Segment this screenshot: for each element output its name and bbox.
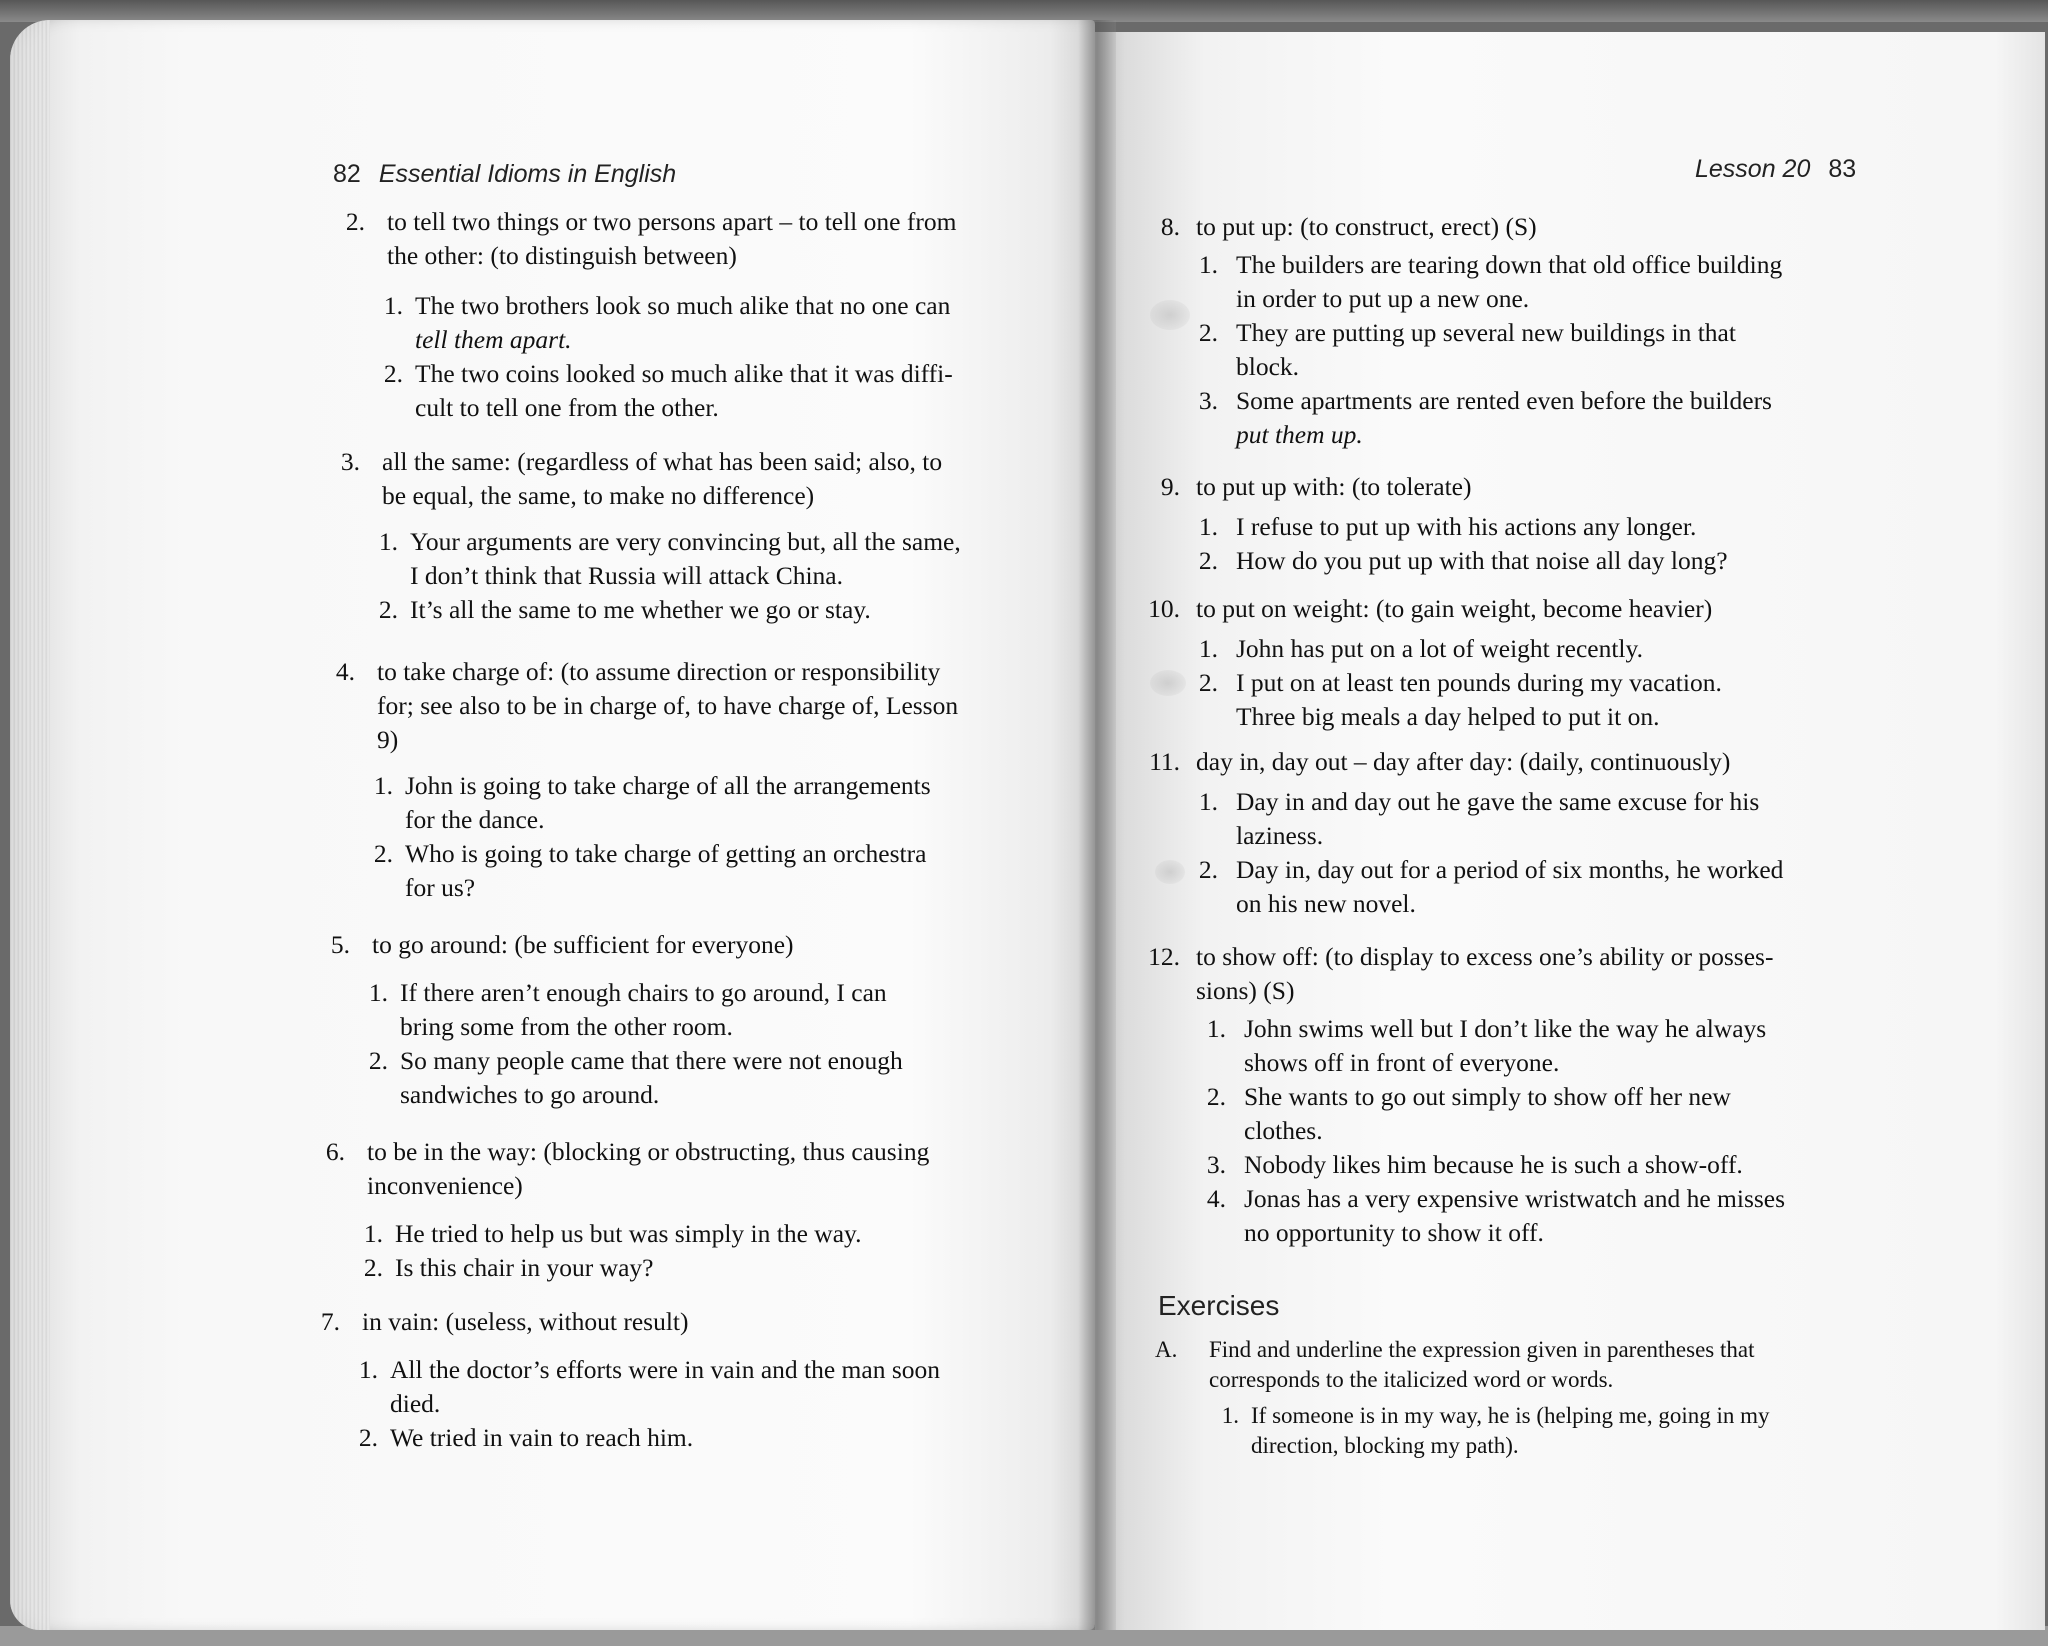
example-line: died. [390, 1389, 441, 1418]
entry-number: 4. [335, 657, 355, 686]
example-number: 2. [1198, 668, 1218, 697]
scan-smudge [1150, 300, 1190, 330]
example-line: It’s all the same to me whether we go or stay. [410, 595, 871, 624]
question-line: If someone is in my way, he is (helping me, going in my [1251, 1403, 1770, 1428]
example-number: 3. [1206, 1150, 1226, 1179]
example-number: 1. [378, 527, 398, 556]
idiom-entry [305, 1135, 1065, 1285]
left-page-header [333, 160, 676, 189]
example-line: She wants to go out simply to show off her new [1244, 1082, 1731, 1111]
page-edges [10, 20, 50, 1630]
idiom-definition-line: be equal, the same, to make no difference) [382, 481, 815, 510]
example-number: 1. [1198, 634, 1218, 663]
example-line: for the dance. [405, 805, 545, 834]
question-number: 1. [1221, 1403, 1239, 1428]
example-line: John is going to take charge of all the arrangements [405, 771, 931, 800]
example-number: 1. [383, 291, 403, 320]
idiom-definition-line: all the same: (regardless of what has been said; also, to [382, 447, 943, 476]
idiom-entry [1140, 745, 1920, 921]
exercises-heading: Exercises [1158, 1290, 1280, 1321]
example-line: sandwiches to go around. [400, 1080, 660, 1109]
example-line: Is this chair in your way? [395, 1253, 654, 1282]
exercise-letter: A. [1155, 1337, 1178, 1362]
idiom-definition-line: sions) (S) [1196, 976, 1295, 1005]
example-number: 3. [1198, 386, 1218, 415]
page-number: 83 [1828, 155, 1857, 183]
example-number: 2. [368, 1046, 388, 1075]
example-number: 2. [358, 1423, 378, 1452]
entry-number: 3. [340, 447, 360, 476]
entry-number: 7. [320, 1307, 340, 1336]
idiom-entry [1140, 940, 1930, 1250]
example-line: John swims well but I don’t like the way he always [1244, 1014, 1767, 1043]
example-line: I refuse to put up with his actions any longer. [1236, 512, 1697, 541]
example-number: 4. [1206, 1184, 1226, 1213]
example-line: block. [1236, 352, 1300, 381]
entry-number: 2. [345, 207, 365, 236]
idiom-definition-line: to be in the way: (blocking or obstructing, thus causing [367, 1137, 930, 1166]
example-line: All the doctor’s efforts were in vain and the man soon [390, 1355, 941, 1384]
idiom-definition-line: to put up with: (to tolerate) [1196, 472, 1472, 501]
idiom-entry [320, 445, 1080, 627]
example-line: tell them apart. [415, 325, 572, 354]
example-line: Who is going to take charge of getting an orchestra [405, 839, 927, 868]
example-line: They are putting up several new buildings in that [1236, 318, 1736, 347]
example-number: 2. [363, 1253, 383, 1282]
example-number: 1. [1198, 250, 1218, 279]
scan-smudge [1155, 860, 1185, 884]
example-line: laziness. [1236, 821, 1324, 850]
example-line: on his new novel. [1236, 889, 1416, 918]
idiom-definition-line: 9) [377, 725, 399, 754]
entry-number: 10. [1148, 594, 1180, 623]
running-title: Essential Idioms in English [378, 160, 677, 188]
example-number: 1. [358, 1355, 378, 1384]
idiom-definition-line: inconvenience) [367, 1171, 523, 1200]
example-number: 2. [378, 595, 398, 624]
example-line: I put on at least ten pounds during my vacation. [1236, 668, 1722, 697]
example-line: Nobody likes him because he is such a show-off. [1244, 1150, 1743, 1179]
idiom-definition-line: to tell two things or two persons apart – to tell one from [387, 207, 957, 236]
right-page-header [1695, 155, 1856, 184]
example-line: The two coins looked so much alike that it was diffi- [415, 359, 953, 388]
idiom-entry [310, 928, 1070, 1112]
example-line: The builders are tearing down that old office building [1236, 250, 1783, 279]
example-number: 2. [373, 839, 393, 868]
entry-number: 12. [1148, 942, 1180, 971]
example-line: John has put on a lot of weight recently. [1236, 634, 1643, 663]
idiom-definition-line: to take charge of: (to assume direction or responsibility [377, 657, 941, 686]
example-number: 1. [1206, 1014, 1226, 1043]
example-line: He tried to help us but was simply in the way. [395, 1219, 862, 1248]
example-line: Your arguments are very convincing but, all the same, [410, 527, 961, 556]
idiom-definition-line: to go around: (be sufficient for everyone) [372, 930, 794, 959]
example-line: for us? [405, 873, 476, 902]
entry-number: 8. [1160, 212, 1180, 241]
example-number: 1. [373, 771, 393, 800]
example-line: I don’t think that Russia will attack China. [410, 561, 843, 590]
idiom-definition-line: the other: (to distinguish between) [387, 241, 737, 270]
example-number: 2. [1198, 855, 1218, 884]
exercise-item [1155, 1335, 1935, 1461]
example-line: How do you put up with that noise all day long? [1236, 546, 1728, 575]
idiom-entry [1140, 470, 1900, 578]
example-number: 1. [1198, 512, 1218, 541]
example-line: Day in, day out for a period of six months, he worked [1236, 855, 1784, 884]
example-number: 2. [383, 359, 403, 388]
example-line: The two brothers look so much alike that no one can [415, 291, 951, 320]
example-line: clothes. [1244, 1116, 1323, 1145]
exercise-instruction-line: corresponds to the italicized word or words. [1209, 1367, 1614, 1392]
example-number: 2. [1198, 318, 1218, 347]
page-number: 82 [333, 160, 361, 188]
idiom-definition-line: to put up: (to construct, erect) (S) [1196, 212, 1537, 241]
example-line: bring some from the other room. [400, 1012, 733, 1041]
example-line: Three big meals a day helped to put it on. [1236, 702, 1660, 731]
idiom-entry [315, 655, 1075, 905]
example-number: 2. [1198, 546, 1218, 575]
idiom-definition-line: day in, day out – day after day: (daily, continuously) [1196, 747, 1731, 776]
exercise-instruction-line: Find and underline the expression given in parentheses that [1209, 1337, 1755, 1362]
example-line: in order to put up a new one. [1236, 284, 1530, 313]
example-number: 1. [1198, 787, 1218, 816]
idiom-definition-line: for; see also to be in charge of, to have charge of, Lesson [377, 691, 959, 720]
idiom-definition-line: in vain: (useless, without result) [362, 1307, 689, 1336]
scan-smudge [1150, 670, 1186, 696]
example-number: 2. [1206, 1082, 1226, 1111]
entry-number: 5. [330, 930, 350, 959]
example-line: Jonas has a very expensive wristwatch and he misses [1244, 1184, 1786, 1213]
scan-background-top [0, 0, 2048, 22]
idiom-entry [1140, 210, 1900, 452]
entry-number: 9. [1160, 472, 1180, 501]
idiom-entry [1140, 592, 1920, 734]
example-line: put them up. [1236, 420, 1363, 449]
entry-number: 6. [325, 1137, 345, 1166]
example-line: If there aren’t enough chairs to go around, I can [400, 978, 887, 1007]
example-number: 1. [368, 978, 388, 1007]
running-title: Lesson 20 [1695, 155, 1811, 183]
idiom-entry [325, 205, 1085, 425]
question-line: direction, blocking my path). [1251, 1433, 1519, 1458]
idiom-definition-line: to show off: (to display to excess one’s ability or posses- [1196, 942, 1774, 971]
example-line: shows off in front of everyone. [1244, 1048, 1560, 1077]
example-number: 1. [363, 1219, 383, 1248]
idiom-entry [300, 1305, 1060, 1455]
example-line: So many people came that there were not enough [400, 1046, 903, 1075]
idiom-definition-line: to put on weight: (to gain weight, become heavier) [1196, 594, 1713, 623]
example-line: We tried in vain to reach him. [390, 1423, 694, 1452]
example-line: Some apartments are rented even before the builders [1236, 386, 1772, 415]
entry-number: 11. [1149, 747, 1180, 776]
example-line: no opportunity to show it off. [1244, 1218, 1544, 1247]
example-line: Day in and day out he gave the same excuse for his [1236, 787, 1760, 816]
example-line: cult to tell one from the other. [415, 393, 719, 422]
